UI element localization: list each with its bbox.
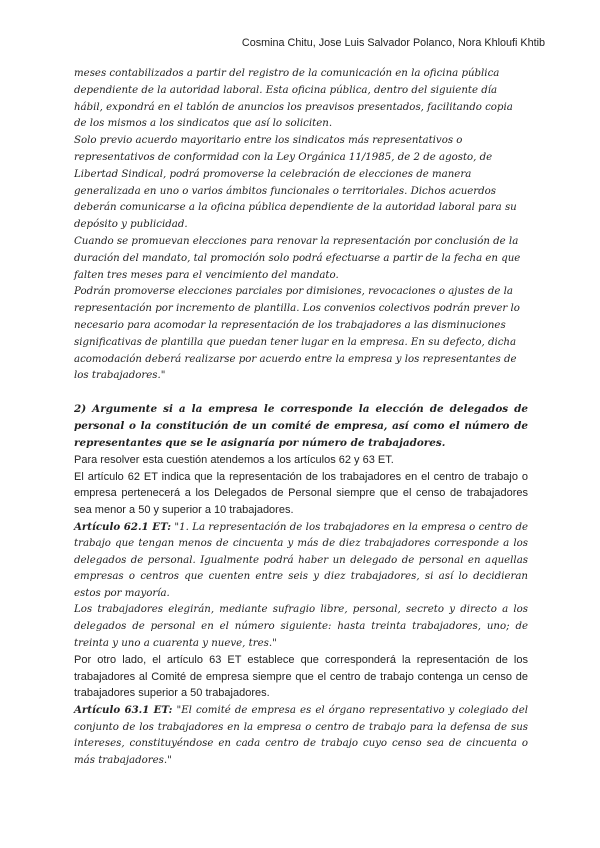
article-63-text: "El comité de empresa es el órgano representativo y colegiado del conjunto de los trabajadores en la empresa o centro de trabajo para la defensa de sus intereses, constituyéndose en cada centro de trabajo cuyo censo sea de cincuenta o más trabajadores." (74, 705, 528, 766)
article-63-quote (74, 702, 528, 769)
document-body (74, 66, 528, 769)
quote-paragraph: Podrán promoverse elecciones parciales por dimisiones, revocaciones o ajustes de la representación por incremento de plantilla. Los convenios colectivos podrán prever lo necesario para acomodar la representación de los trabajadores a las disminuciones significativas de plantilla que puedan tener lugar en la empresa. En su defecto, dicha acomodación deberá realizarse por acuerdo entre la empresa y los representantes de los trabajadores." (74, 286, 520, 382)
paragraph: Por otro lado, el artículo 63 ET establece que corresponderá la representación de los trabajadores al Comité de empresa siempre que el centro de trabajo contenga un censo de trabajadores superior a 50 trabajadores. (74, 654, 528, 700)
header-authors: Cosmina Chitu, Jose Luis Salvador Polanco, Nora Khloufi Khtib (241, 37, 545, 49)
quote-paragraph: Cuando se promuevan elecciones para renovar la representación por conclusión de la duración del mandato, tal promoción solo podrá efectuarse a partir de la fecha en que falten tres meses para el vencimiento del mandato. (74, 235, 521, 281)
article-63-label: Artículo 63.1 ET: (74, 704, 173, 717)
paragraph: Para resolver esta cuestión atendemos a los artículos 62 y 63 ET. (74, 454, 394, 467)
question-heading: 2) Argumente si a la empresa le corresponde la elección de delegados de personal o la constitución de un comité de empresa, así como el número de representantes que se le asignaría por número de trabajadores. (74, 403, 528, 450)
article-62-quote-continued: Los trabajadores elegirán, mediante sufragio libre, personal, secreto y directo a los delegados de personal en el número siguiente: hasta treinta trabajadores, uno; de treinta y uno a cuarenta y nueve, tres." (74, 604, 528, 649)
article-62-label: Artículo 62.1 ET: (74, 520, 172, 533)
quoted-article-continuation (74, 66, 528, 385)
section-question-2 (74, 401, 528, 769)
quote-paragraph: Solo previo acuerdo mayoritario entre los sindicatos más representativos o representativos de conformidad con la Ley Orgánica 11/1985, de 2 de agosto, de Libertad Sindical, podrá promoverse la celebración de elecciones de manera generalizada en uno o varios ámbitos funcionales o territoriales. Dichos acuerdos deberán comunicarse a la oficina pública dependiente de la autoridad laboral para su depósito y publicidad. (74, 135, 517, 231)
article-62-quote (74, 519, 528, 603)
paragraph: El artículo 62 ET indica que la representación de los trabajadores en el centro de trabajo o empresa pertenecerá a los Delegados de Personal siempre que el censo de trabajadores sea menor a 50 y superior a 10 trabajadores. (74, 470, 528, 516)
article-62-text: "1. La representación de los trabajadores en la empresa o centro de trabajo que tengan menos de cincuenta y más de diez trabajadores corresponde a los delegados de personal. Igualmente podrá haber un delegado de personal en aquellas empresas o centros que cuenten entre seis y diez trabajadores, si así lo decidieran estos por mayoría. (74, 521, 528, 599)
quote-paragraph: meses contabilizados a partir del registro de la comunicación en la oficina pública dependiente de la autoridad laboral. Esta oficina pública, dentro del siguiente día hábil, expondrá en el tablón de anuncios los preavisos presentados, facilitando copia de los mismos a los sindicatos que así lo soliciten. (74, 68, 513, 130)
